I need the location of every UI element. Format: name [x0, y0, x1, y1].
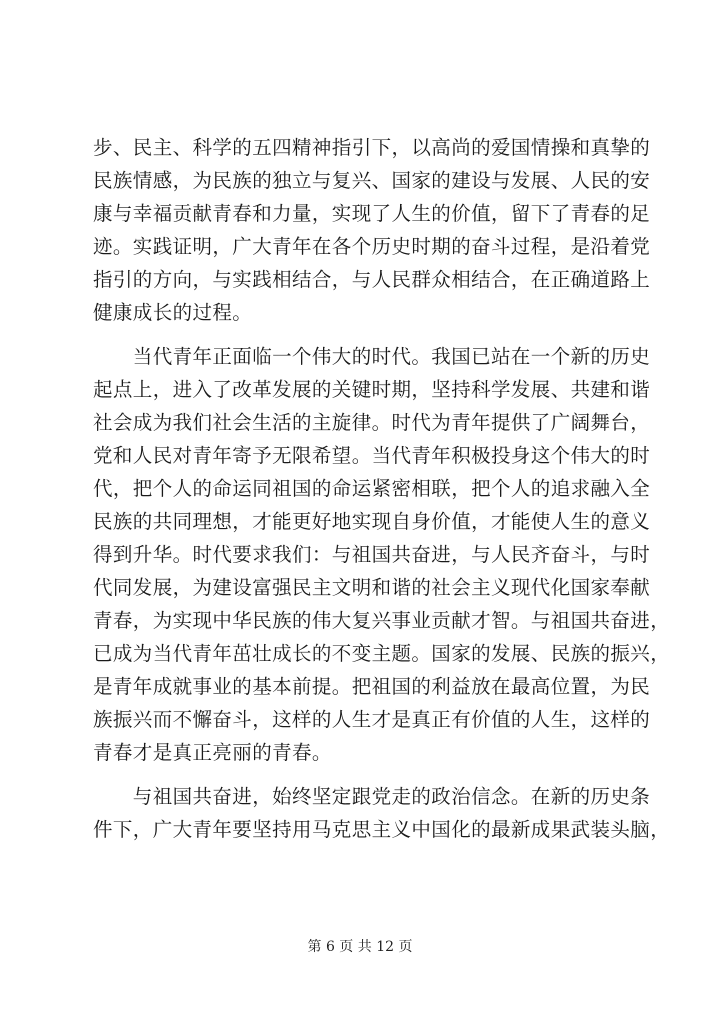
text-line: 迹。实践证明，广大青年在各个历史时期的奋斗过程，是沿着党 [93, 235, 651, 258]
text-line: 与祖国共奋进，始终坚定跟党走的政治信念。在新的历史条 [93, 785, 651, 808]
text-line: 起点上，进入了改革发展的关键时期，坚持科学发展、共建和谐 [93, 378, 651, 401]
text-line: 代，把个人的命运同祖国的命运紧密相联，把个人的追求融入全 [93, 477, 651, 500]
text-line: 已成为当代青年茁壮成长的不变主题。国家的发展、民族的振兴， [93, 642, 671, 665]
text-line: 步、民主、科学的五四精神指引下，以高尚的爱国情操和真挚的 [93, 136, 651, 159]
text-line: 健康成长的过程。 [93, 301, 253, 324]
text-line: 指引的方向，与实践相结合，与人民群众相结合，在正确道路上 [93, 268, 651, 291]
text-line: 民族情感，为民族的独立与复兴、国家的建设与发展、人民的安 [93, 169, 651, 192]
text-line: 青春，为实现中华民族的伟大复兴事业贡献才智。与祖国共奋进， [93, 609, 671, 632]
text-line: 是青年成就事业的基本前提。把祖国的利益放在最高位置，为民 [93, 675, 651, 698]
text-line: 青春才是真正亮丽的青春。 [93, 741, 332, 764]
text-line: 族振兴而不懈奋斗，这样的人生才是真正有价值的人生，这样的 [93, 708, 651, 731]
text-line: 社会成为我们社会生活的主旋律。时代为青年提供了广阔舞台， [93, 411, 651, 434]
text-line: 康与幸福贡献青春和力量，实现了人生的价值，留下了青春的足 [93, 202, 651, 225]
text-line: 代同发展，为建设富强民主文明和谐的社会主义现代化国家奉献 [93, 576, 651, 599]
text-line: 件下，广大青年要坚持用马克思主义中国化的最新成果武装头脑， [93, 818, 671, 841]
page-number-footer: 第 6 页 共 12 页 [307, 939, 413, 955]
text-line: 民族的共同理想，才能更好地实现自身价值，才能使人生的意义 [93, 510, 651, 533]
text-line: 得到升华。时代要求我们：与祖国共奋进，与人民齐奋斗，与时 [93, 543, 651, 566]
text-line: 当代青年正面临一个伟大的时代。我国已站在一个新的历史 [93, 345, 651, 368]
text-line: 党和人民对青年寄予无限希望。当代青年积极投身这个伟大的时 [93, 444, 651, 467]
